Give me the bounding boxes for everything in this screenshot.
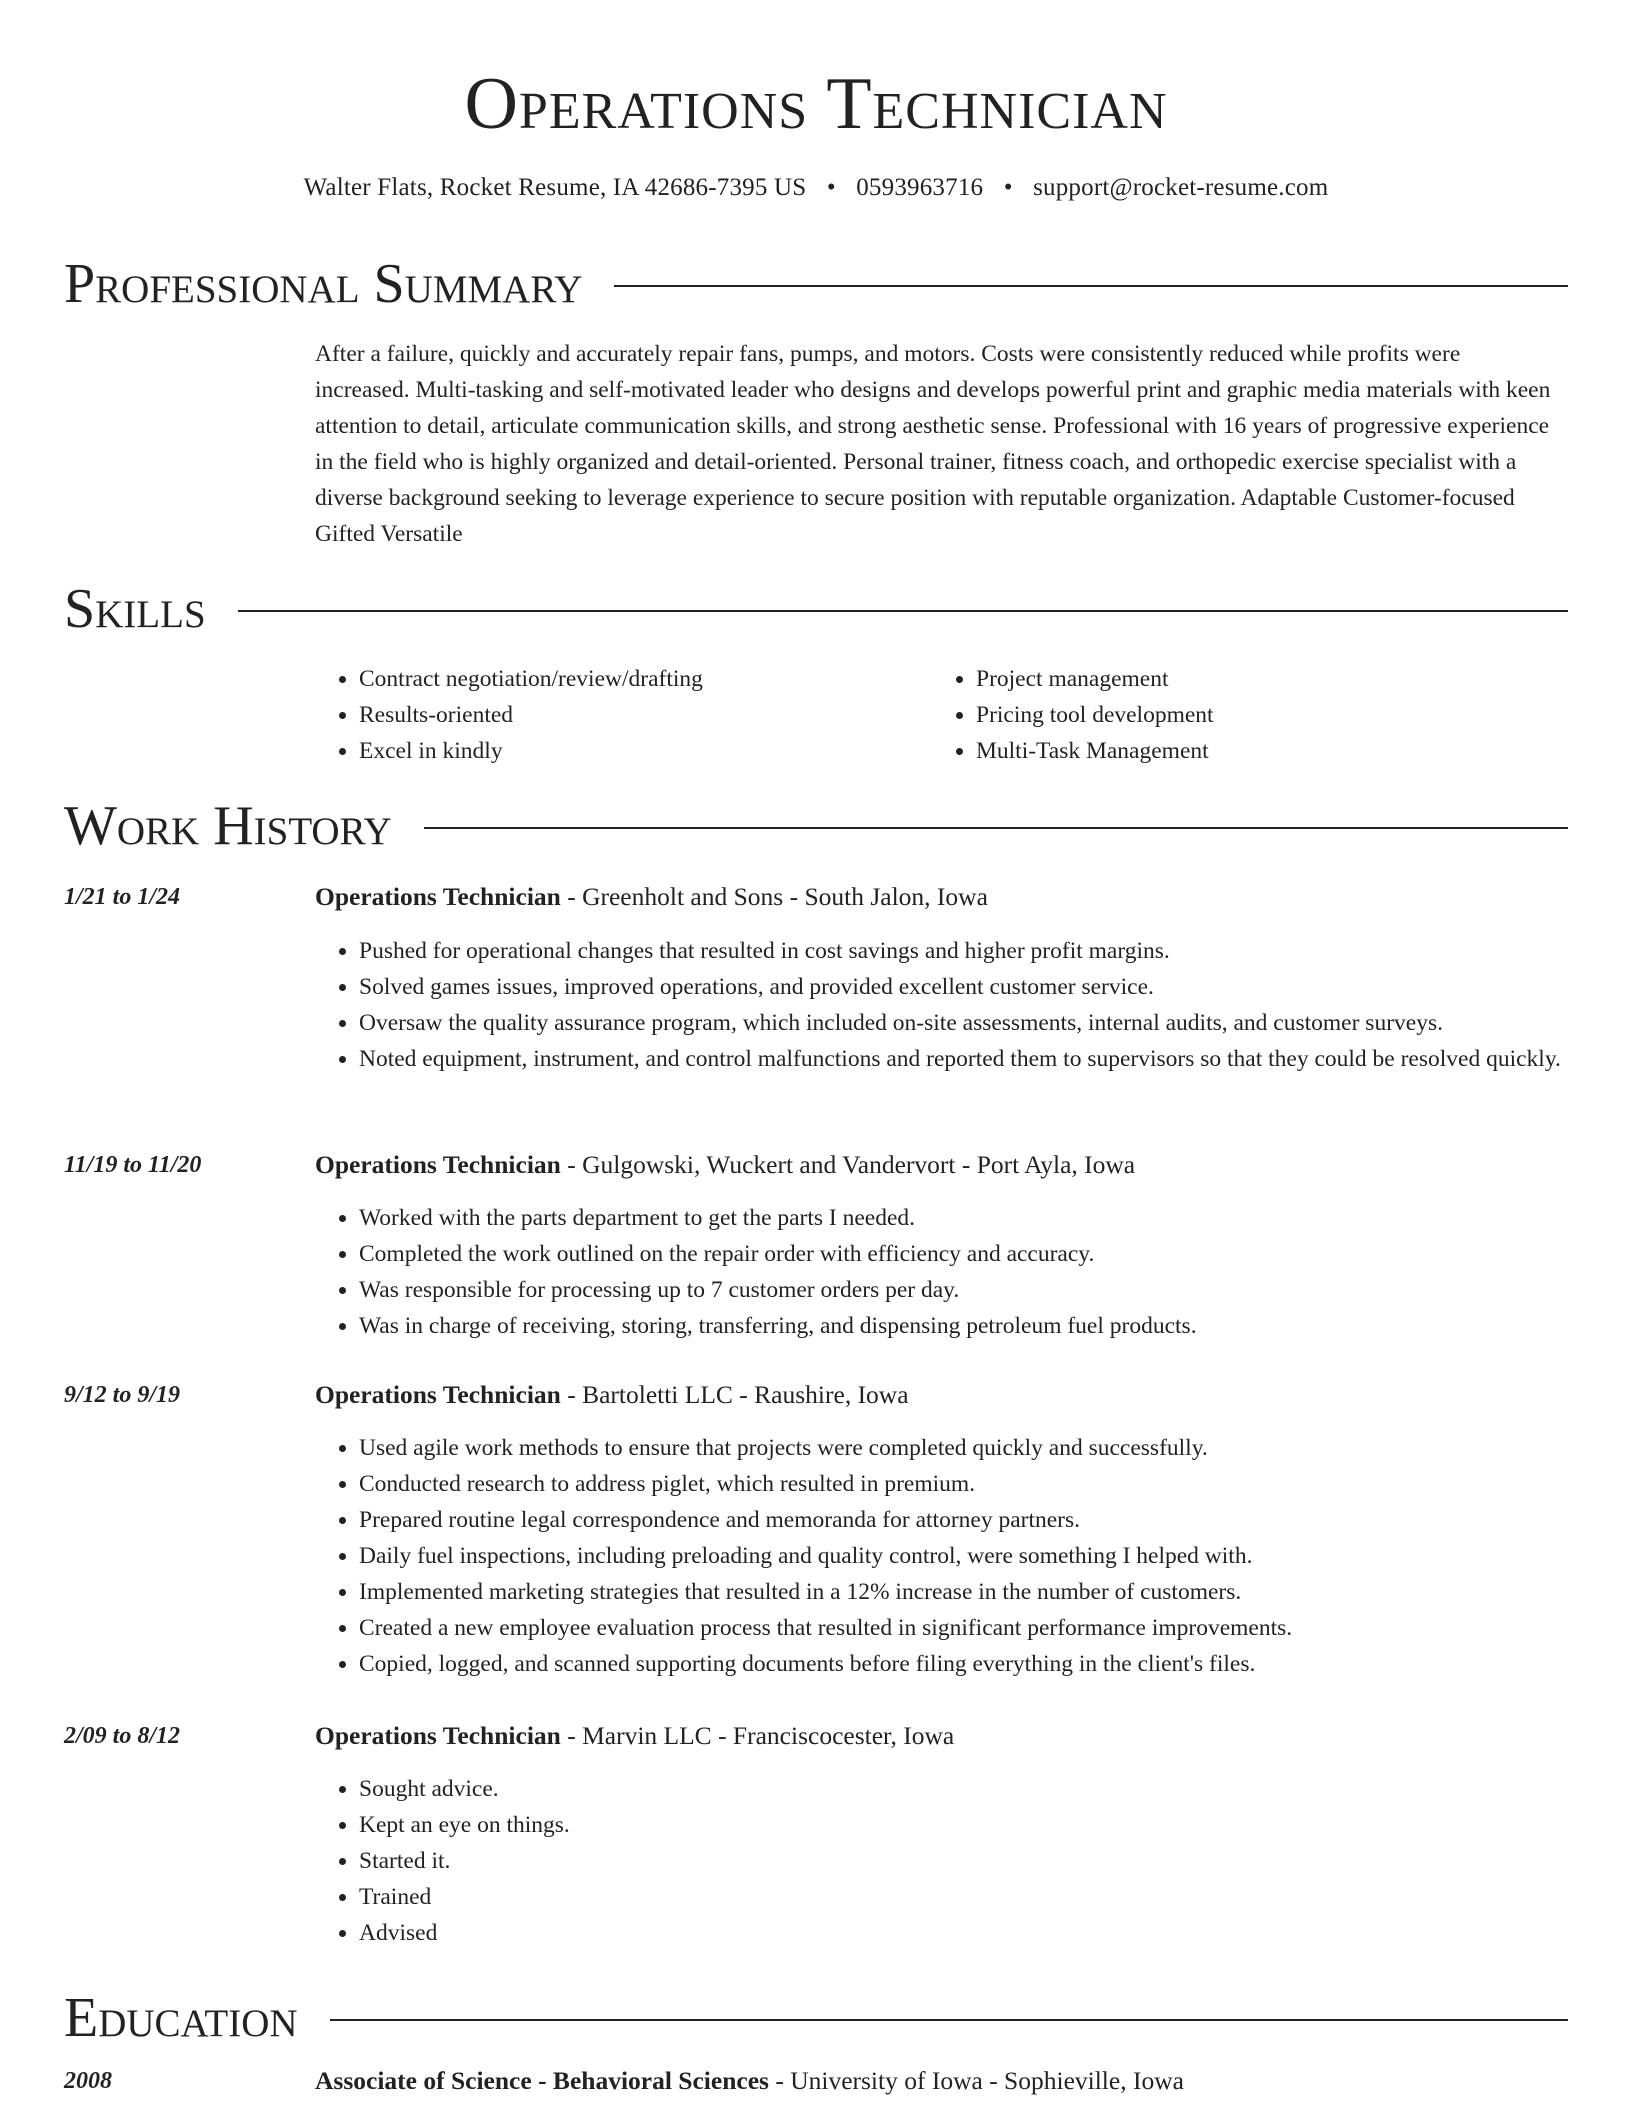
job-role: Operations Technician: [315, 882, 561, 911]
education-degree: Associate of Science - Behavioral Sciences: [315, 2066, 769, 2095]
job-bullet: • Noted equipment, instrument, and control malfunctions and reported them to supervisors so that they could be resolved quickly.: [359, 1041, 1612, 1077]
job-bullets: [315, 1430, 1612, 1682]
job-heading: [315, 1377, 909, 1413]
skills-list: [315, 661, 1555, 769]
skills-section-header: [64, 579, 1568, 639]
skills-column-left: [315, 661, 932, 769]
education-date: 2008: [64, 2068, 112, 2094]
resume-page: [64, 0, 1568, 2095]
job-company: - Greenholt and Sons - South Jalon, Iowa: [560, 882, 988, 911]
education-title: Education: [64, 1987, 298, 2049]
section-divider: [330, 2019, 1568, 2021]
skill-item: • Multi-Task Management: [976, 733, 1549, 769]
job-role: Operations Technician: [315, 1150, 561, 1179]
skills-title: Skills: [64, 578, 206, 640]
education-school: - University of Iowa - Sophieville, Iowa: [768, 2066, 1184, 2095]
job-bullet: • Worked with the parts department to get the parts I needed.: [359, 1200, 1612, 1236]
section-divider: [424, 827, 1568, 829]
work-section-header: [64, 796, 1568, 856]
job-heading: [315, 1147, 1135, 1183]
job-bullet: • Was in charge of receiving, storing, transferring, and dispensing petroleum fuel products.: [359, 1308, 1612, 1344]
skills-column-right: [932, 661, 1549, 769]
job-heading: [315, 879, 988, 915]
job-bullet: • Kept an eye on things.: [359, 1807, 1612, 1843]
job-bullet: • Sought advice.: [359, 1771, 1612, 1807]
job-bullet: • Started it.: [359, 1843, 1612, 1879]
job-bullet: • Advised: [359, 1915, 1612, 1951]
job-role: Operations Technician: [315, 1721, 561, 1750]
resume-name: Operations Technician: [464, 63, 1168, 145]
job-bullet: • Completed the work outlined on the repair order with efficiency and accuracy.: [359, 1236, 1612, 1272]
skill-item: • Contract negotiation/review/drafting: [359, 661, 932, 697]
job-date: 9/12 to 9/19: [64, 1382, 181, 1408]
job-bullets: [315, 1771, 1612, 1951]
summary-text: After a failure, quickly and accurately repair fans, pumps, and motors. Costs were consistently reduced while profits were increased. Multi-tasking and self-motivated leader who designs and develops powerful print and graphic media materials with keen attention to detail, articulate communication skills, and strong aesthetic sense. Professional with 16 years of progressive experience in the field who is highly organized and detail-oriented. Personal trainer, fitness coach, and orthopedic exercise specialist with a diverse background seeking to leverage experience to secure position with reputable organization. Adaptable Customer-focused Gifted Versatile: [315, 341, 1551, 547]
job-bullet: • Copied, logged, and scanned supporting documents before filing everything in the client's files.: [359, 1646, 1612, 1682]
job-company: - Bartoletti LLC - Raushire, Iowa: [560, 1380, 909, 1409]
job-company: - Gulgowski, Wuckert and Vandervort - Port Ayla, Iowa: [560, 1150, 1136, 1179]
job-bullet: • Pushed for operational changes that resulted in cost savings and higher profit margins.: [359, 933, 1612, 969]
education-heading: [315, 2063, 1184, 2099]
contact-phone: 0593963716: [856, 174, 984, 201]
summary-title: Professional Summary: [64, 253, 583, 315]
job-company: - Marvin LLC - Franciscocester, Iowa: [560, 1721, 955, 1750]
summary-section-header: [64, 254, 1568, 314]
skill-item: • Project management: [976, 661, 1549, 697]
job-bullets: [315, 1200, 1612, 1344]
skill-item: • Pricing tool development: [976, 697, 1549, 733]
contact-separator: •: [826, 174, 836, 201]
job-bullet: • Conducted research to address piglet, which resulted in premium.: [359, 1466, 1612, 1502]
education-section-header: [64, 1988, 1568, 2048]
job-bullet: • Created a new employee evaluation process that resulted in significant performance improvements.: [359, 1610, 1612, 1646]
work-title: Work History: [64, 795, 392, 857]
job-date: 11/19 to 11/20: [64, 1152, 202, 1178]
job-bullet: • Used agile work methods to ensure that projects were completed quickly and successfully.: [359, 1430, 1612, 1466]
job-bullet: • Was responsible for processing up to 7 customer orders per day.: [359, 1272, 1612, 1308]
job-heading: [315, 1718, 954, 1754]
job-bullet: • Implemented marketing strategies that resulted in a 12% increase in the number of customers.: [359, 1574, 1612, 1610]
contact-email: support@rocket-resume.com: [1033, 174, 1329, 201]
job-date: 2/09 to 8/12: [64, 1723, 181, 1749]
skill-item: • Excel in kindly: [359, 733, 932, 769]
job-bullet: • Prepared routine legal correspondence and memoranda for attorney partners.: [359, 1502, 1612, 1538]
job-role: Operations Technician: [315, 1380, 561, 1409]
contact-separator: •: [1003, 174, 1013, 201]
skill-item: • Results-oriented: [359, 697, 932, 733]
section-divider: [614, 285, 1568, 287]
contact-address: Walter Flats, Rocket Resume, IA 42686-7395 US: [303, 174, 807, 201]
job-bullet: • Oversaw the quality assurance program, which included on-site assessments, internal audits, and customer surveys.: [359, 1005, 1612, 1041]
job-bullet: • Solved games issues, improved operations, and provided excellent customer service.: [359, 969, 1612, 1005]
job-bullets: [315, 933, 1612, 1077]
job-date: 1/21 to 1/24: [64, 884, 181, 910]
job-bullet: • Daily fuel inspections, including preloading and quality control, were something I helped with.: [359, 1538, 1612, 1574]
job-bullet: • Trained: [359, 1879, 1612, 1915]
section-divider: [238, 610, 1568, 612]
contact-line: [64, 172, 1568, 204]
